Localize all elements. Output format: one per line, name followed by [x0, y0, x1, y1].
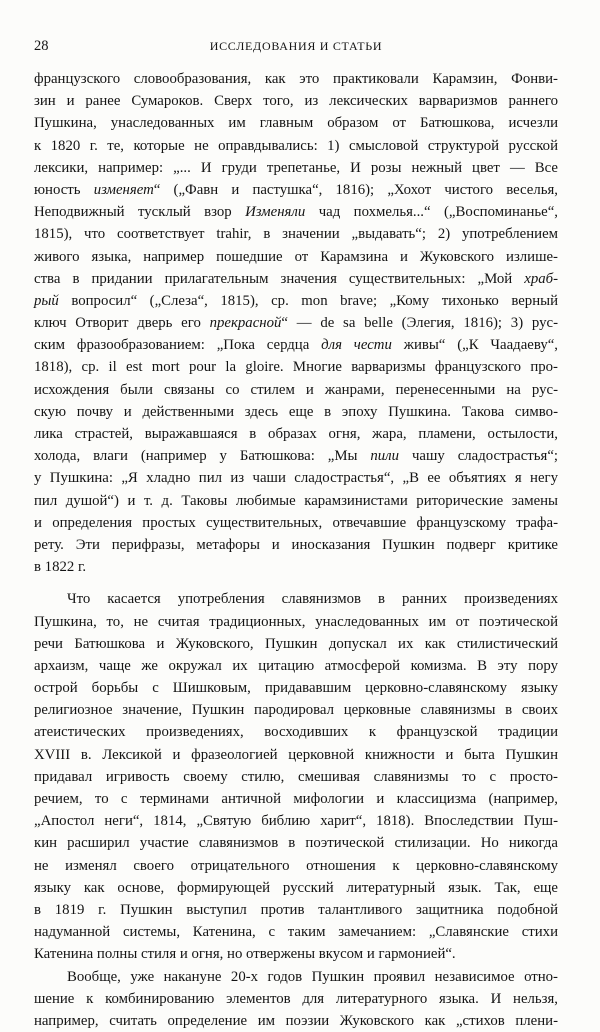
paragraph [34, 966, 558, 1032]
text-segment: атеистических произведениях, восходивших к французской традиции [34, 724, 558, 740]
italic-text: прекрасной [210, 315, 282, 331]
text-segment: Неподвижный тусклый взор [34, 204, 245, 220]
text-line [34, 401, 558, 423]
text-segment: ским фразообразованием: „Пока сердца [34, 337, 321, 353]
italic-text: для чести [321, 337, 392, 353]
text-segment: исхождения были связаны со стилем и жанрами, перенесенными на рус- [34, 382, 558, 398]
text-line [34, 268, 558, 290]
text-line [34, 356, 558, 378]
text-segment: к 1820 г. те, которые не оправдывались: 1) смысловой структурой русской [34, 138, 558, 154]
text-segment: в 1822 г. [34, 559, 86, 575]
text-line [34, 445, 558, 467]
text-line [34, 810, 558, 832]
text-line [34, 467, 558, 489]
text-segment: Катенина полны стиля и огня, но отвержены вкусом и гармонией“. [34, 946, 456, 962]
text-line [34, 988, 558, 1010]
italic-text: храб- [524, 271, 558, 287]
text-segment: у Пушкина: „Я хладно пил из чаши сладострастья“, „В ее объятиях я негу [34, 470, 558, 486]
italic-text: пили [370, 448, 399, 464]
text-line [34, 877, 558, 899]
text-segment: не изменял своего отрицательного отношения к церковно-славянскому [34, 858, 558, 874]
paragraph [34, 68, 558, 578]
text-line [34, 290, 558, 312]
text-line [34, 201, 558, 223]
text-line [34, 68, 558, 90]
text-line [34, 588, 558, 610]
text-line [34, 379, 558, 401]
text-segment: живого языка, например пошедшие от Карамзина и Жуковского излише- [34, 249, 558, 265]
text-segment: Что касается употребления славянизмов в ранних произведениях [67, 591, 558, 607]
text-line [34, 766, 558, 788]
text-line [34, 899, 558, 921]
text-segment: 1818), ср. il est mort pour la gloire. Многие варваризмы французского про- [34, 359, 558, 375]
text-line [34, 655, 558, 677]
text-segment: кин расширил участие славянизмов в поэтической стилизации. Но никогда [34, 835, 558, 851]
text-segment: живы“ („К Чаадаеву“, [392, 337, 558, 353]
text-segment: рету. Эти перифразы, метафоры и иносказания Пушкин подверг критике [34, 537, 558, 553]
text-line [34, 943, 558, 965]
text-segment: пил душой“) и т. д. Таковы любимые карамзинистами риторические замены [34, 493, 558, 509]
text-line [34, 611, 558, 633]
text-line [34, 855, 558, 877]
text-segment: речием, то с терминами античной мифологии и классицизма (например, [34, 791, 558, 807]
italic-text: рый [34, 293, 59, 309]
text-segment: чашу сладострастья“; [399, 448, 558, 464]
text-line [34, 223, 558, 245]
text-line [34, 677, 558, 699]
text-line [34, 512, 558, 534]
text-line [34, 788, 558, 810]
text-segment: французского словообразования, как это практиковали Карамзин, Фонви- [34, 71, 558, 87]
text-segment: ства в придании прилагательным значения существительных: „Мой [34, 271, 524, 287]
text-segment: вопросил“ („Слеза“, 1815), ср. mon brave; „Кому тихонько верный [59, 293, 558, 309]
text-line [34, 744, 558, 766]
text-segment: Пушкина, унаследованных им главным образом от Батюшкова, исчезли [34, 115, 558, 131]
text-line [34, 246, 558, 268]
text-line [34, 721, 558, 743]
text-segment: XVIII в. Лексикой и фразеологией церковной книжности и быта Пушкин [34, 747, 558, 763]
text-segment: Пушкина, то, не считая традиционных, унаследованных им от поэтической [34, 614, 558, 630]
text-line [34, 112, 558, 134]
text-segment: „Апостол неги“, 1814, „Святую библию харит“, 1818). Впоследствии Пуш- [34, 813, 558, 829]
text-line [34, 135, 558, 157]
page-header [34, 38, 558, 58]
text-line [34, 1010, 558, 1032]
italic-text: изменяет [94, 182, 154, 198]
text-segment: ключ Отворит дверь его [34, 315, 210, 331]
text-line [34, 832, 558, 854]
text-line [34, 534, 558, 556]
text-line [34, 966, 558, 988]
text-segment: речи Батюшкова и Жуковского, Пушкин допускал их как стилистический [34, 636, 558, 652]
text-line [34, 312, 558, 334]
text-segment: языку как основе, формирующей русский литературный язык. Так, еще [34, 880, 558, 896]
text-line [34, 556, 558, 578]
running-head: ИССЛЕДОВАНИЯ И СТАТЬИ [34, 39, 558, 54]
text-line [34, 179, 558, 201]
text-segment: и определения простых существительных, отвечавшие французскому трафа- [34, 515, 558, 531]
text-line [34, 633, 558, 655]
text-segment: придавал игривость своему стилю, смешивая славянизмы то с просто- [34, 769, 558, 785]
text-segment: 1815), что соответствует trahir, в значении „выдавать“; 2) употреблением [34, 226, 558, 242]
text-segment: юность [34, 182, 94, 198]
text-line [34, 334, 558, 356]
paragraph-gap [34, 578, 558, 588]
text-segment: в 1819 г. Пушкин выступил против талантливого защитника подобной [34, 902, 558, 918]
text-segment: чад похмелья...“ („Воспоминанье“, [305, 204, 558, 220]
text-line [34, 490, 558, 512]
text-segment: надуманной системы, Катенина, с таким замечанием: „Славянские стихи [34, 924, 558, 940]
italic-text: Изменяли [245, 204, 305, 220]
text-segment: религиозное значение, Пушкин пародировал церковные славянизмы в своих [34, 702, 558, 718]
text-line [34, 699, 558, 721]
text-segment: холода, влаги (например у Батюшкова: „Мы [34, 448, 370, 464]
text-line [34, 921, 558, 943]
text-segment: например, считать определение им поэзии Жуковского как „стихов плени- [34, 1013, 558, 1029]
text-segment: “ („Фавн и пастушка“, 1816); „Хохот чистого веселья, [154, 182, 558, 198]
paragraph [34, 588, 558, 965]
text-segment: Вообще, уже накануне 20-х годов Пушкин проявил независимое отно- [67, 969, 558, 985]
text-segment: лика страстей, выражавшаяся в образах огня, жара, пламени, остылости, [34, 426, 558, 442]
text-segment: архаизм, чаще же окружал их цитацию атмосферой комизма. В эту пору [34, 658, 558, 674]
text-line [34, 157, 558, 179]
text-segment: скую почву и действенными здесь еще в эпоху Пушкина. Такова симво- [34, 404, 558, 420]
text-line [34, 90, 558, 112]
page-number: 28 [34, 38, 49, 55]
text-segment: острой борьбы с Шишковым, придававшим церковно-славянскому языку [34, 680, 558, 696]
text-segment: шение к комбинированию элементов для литературного языка. И нельзя, [34, 991, 558, 1007]
text-line [34, 423, 558, 445]
body-text [34, 68, 558, 1032]
text-segment: “ — de sa belle (Элегия, 1816); 3) рус- [281, 315, 558, 331]
text-segment: лексики, например: „... И груди трепетанье, И розы нежный цвет — Все [34, 160, 558, 176]
text-segment: зин и ранее Сумароков. Сверх того, из лексических варваризмов раннего [34, 93, 558, 109]
